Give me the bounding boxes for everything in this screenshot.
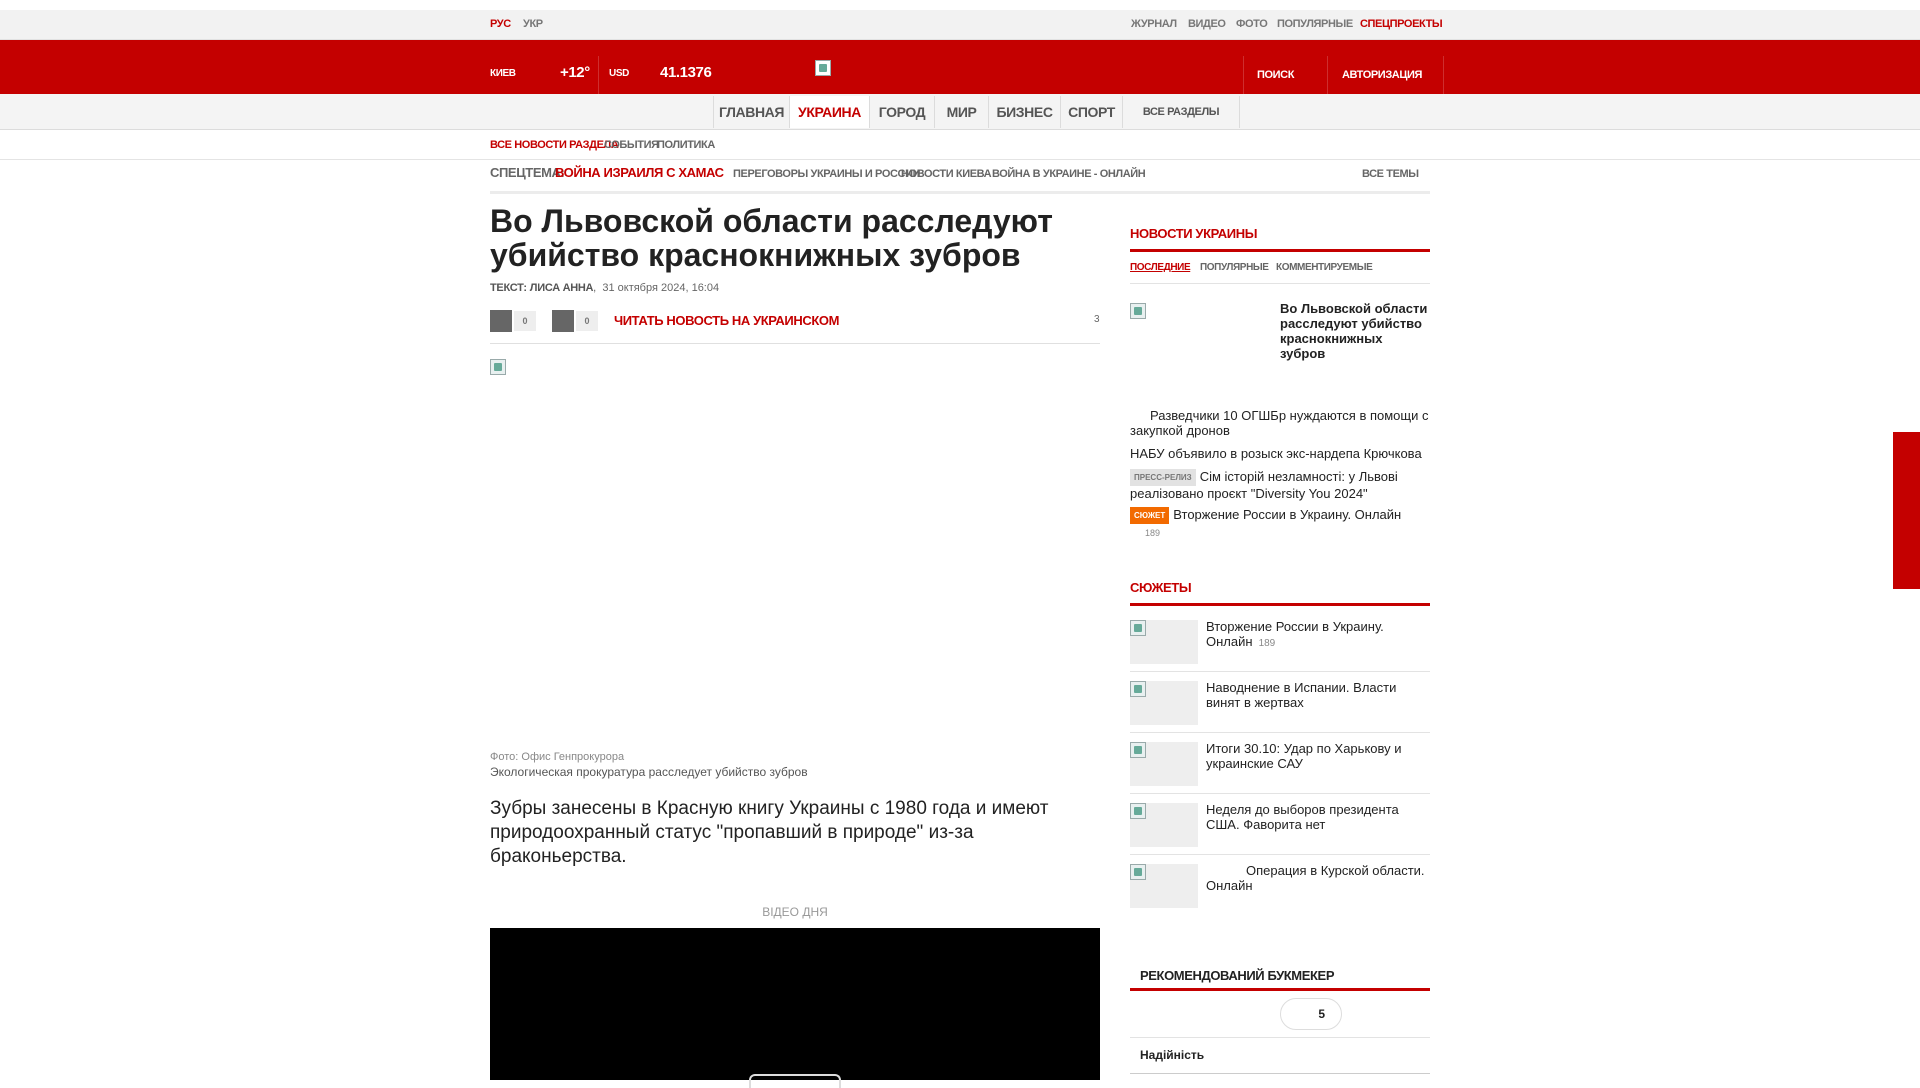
tab-sport[interactable]: СПОРТ xyxy=(1060,96,1122,128)
tab-ukraine[interactable]: УКРАИНА xyxy=(789,96,869,128)
divider xyxy=(1130,793,1430,794)
lang-ru-link[interactable]: РУС xyxy=(490,18,511,30)
subnav-events[interactable]: СОБЫТИЯ xyxy=(604,139,659,151)
news-tab-popular[interactable]: ПОПУЛЯРНЫЕ xyxy=(1200,262,1269,273)
byline-prefix: ТЕКСТ: xyxy=(490,282,527,294)
photo-credit: Фото: Офис Генпрокурора xyxy=(490,751,625,763)
divider xyxy=(1130,732,1430,733)
site-header xyxy=(0,40,1920,94)
subnav-politics[interactable]: ПОЛИТИКА xyxy=(657,139,715,151)
article-divider xyxy=(490,343,1100,344)
divider xyxy=(1130,671,1430,672)
video-player[interactable] xyxy=(490,928,1100,1080)
share-count: 0 xyxy=(576,311,598,331)
tab-main[interactable]: ГЛАВНАЯ xyxy=(713,96,789,128)
video-link[interactable]: ВИДЕО xyxy=(1188,18,1226,30)
divider xyxy=(1130,283,1430,284)
bookmaker-title: РЕКОМЕНДОВАНИЙ БУКМЕКЕР xyxy=(1140,968,1335,983)
topic-negotiations[interactable]: ПЕРЕГОВОРЫ УКРАИНЫ И РОССИИ xyxy=(733,168,921,180)
currency-rate: 41.1376 xyxy=(660,64,712,81)
news-item[interactable] xyxy=(1130,507,1430,541)
story-title[interactable]: Неделя до выборов президента США. Фаворита нет xyxy=(1206,802,1399,832)
stories-title[interactable]: СЮЖЕТЫ xyxy=(1130,580,1192,595)
story-thumbnail[interactable] xyxy=(1130,803,1198,847)
divider xyxy=(1130,1037,1430,1038)
share-facebook-button[interactable] xyxy=(490,310,512,332)
article-byline: ТЕКСТ: ЛИСА АННА, 31 октября 2024, 16:04 xyxy=(490,282,720,294)
story-count: 189 xyxy=(1258,638,1276,649)
topics-divider xyxy=(490,191,1430,194)
story-thumbnail[interactable] xyxy=(1130,864,1198,908)
bookmaker-rating-badge: 5 xyxy=(1280,998,1342,1030)
tab-city[interactable]: ГОРОД xyxy=(869,96,934,128)
video-of-day-label: ВІДЕО ДНЯ xyxy=(762,905,828,919)
divider xyxy=(1130,854,1430,855)
lang-ua-link[interactable]: УКР xyxy=(523,18,543,30)
spec-topic-label: СПЕЦТЕМА: xyxy=(490,165,565,180)
header-divider xyxy=(1243,56,1244,94)
video-play-button[interactable] xyxy=(749,1074,841,1088)
comments-count[interactable]: 3 xyxy=(1094,314,1100,325)
story-image xyxy=(1130,864,1146,880)
top-strip xyxy=(0,10,1920,40)
story-thumbnail[interactable] xyxy=(1130,620,1198,664)
story-image xyxy=(1130,742,1146,758)
share-count: 0 xyxy=(514,311,536,331)
share-telegram-button[interactable] xyxy=(552,310,574,332)
header-divider xyxy=(1327,56,1328,94)
story-title[interactable]: Операция в Курской области. Онлайн xyxy=(1206,863,1425,893)
story-title[interactable]: Вторжение России в Украину. Онлайн xyxy=(1206,619,1384,649)
section-subnav xyxy=(0,130,1920,160)
story-image xyxy=(1130,681,1146,697)
reliability-label: Надійність xyxy=(1140,1048,1205,1062)
news-item-text[interactable]: Вторжение России в Украину. Онлайн xyxy=(1173,507,1402,522)
news-item[interactable] xyxy=(1130,469,1430,501)
story-image xyxy=(1130,803,1146,819)
featured-news-image[interactable] xyxy=(1130,303,1146,319)
news-item-count: 189 xyxy=(1145,528,1161,538)
story-image xyxy=(1130,620,1146,636)
auth-button[interactable]: АВТОРИЗАЦИЯ xyxy=(1342,69,1422,81)
photo-link[interactable]: ФОТО xyxy=(1236,18,1268,30)
article-author[interactable]: ЛИСА АННА xyxy=(529,282,594,294)
special-projects-link[interactable]: СПЕЦПРОЕКТЫ xyxy=(1360,18,1443,30)
all-topics-link[interactable]: ВСЕ ТЕМЫ xyxy=(1362,168,1419,180)
news-item[interactable]: Разведчики 10 ОГШБр нуждаются в помощи с закупкой дронов xyxy=(1130,408,1429,438)
story-title[interactable]: Наводнение в Испании. Власти винят в жертвах xyxy=(1206,680,1397,710)
article-date: 31 октября 2024, 16:04 xyxy=(602,282,720,294)
photo-caption: Экологическая прокуратура расследует убийство зубров xyxy=(490,765,808,779)
subnav-all-news[interactable]: ВСЕ НОВОСТИ РАЗДЕЛА xyxy=(490,139,619,151)
news-item[interactable]: НАБУ объявило в розыск экс-нардепа Крючкова xyxy=(1130,446,1422,461)
sidebar-news-title[interactable]: НОВОСТИ УКРАИНЫ xyxy=(1130,226,1258,241)
currency-label: USD xyxy=(609,68,629,79)
journal-link[interactable]: ЖУРНАЛ xyxy=(1131,18,1177,30)
tab-all-sections[interactable]: ВСЕ РАЗДЕЛЫ xyxy=(1122,96,1240,128)
story-thumbnail[interactable] xyxy=(1130,681,1198,725)
featured-news-title[interactable]: Во Львовской области расследуют убийство краснокнижных зубров xyxy=(1280,301,1428,361)
press-release-badge: ПРЕСС-РЕЛИЗ xyxy=(1130,469,1196,486)
topic-war-online[interactable]: ВОЙНА В УКРАИНЕ - ОНЛАЙН xyxy=(992,168,1146,180)
article-title: Во Львовской области расследуют убийство краснокнижных зубров xyxy=(490,203,1053,273)
story-title[interactable]: Итоги 30.10: Удар по Харькову и украинские САУ xyxy=(1206,741,1402,771)
tab-business[interactable]: БИЗНЕС xyxy=(988,96,1060,128)
tab-world[interactable]: МИР xyxy=(934,96,988,128)
news-tab-commented[interactable]: КОММЕНТИРУЕМЫЕ xyxy=(1276,262,1373,273)
divider xyxy=(1130,1073,1430,1074)
story-item[interactable] xyxy=(1206,619,1430,651)
popular-link[interactable]: ПОПУЛЯРНЫЕ xyxy=(1277,18,1353,30)
city-label: КИЕВ xyxy=(490,68,516,79)
temperature-value: +12° xyxy=(560,64,590,81)
story-badge: СЮЖЕТ xyxy=(1130,507,1169,524)
section-red-rule xyxy=(1130,988,1430,991)
search-button[interactable]: ПОИСК xyxy=(1257,69,1295,81)
article-lead: Зубры занесены в Красную книгу Украины с 1980 года и имеют природоохранный статус "пропавший в природе" из-за браконьерства. xyxy=(490,798,1049,867)
section-red-rule xyxy=(1130,603,1430,606)
spec-topic-link[interactable]: ВОЙНА ИЗРАИЛЯ С ХАМАС xyxy=(555,165,724,180)
article-main-image xyxy=(490,359,506,375)
header-divider xyxy=(1443,56,1444,94)
story-thumbnail[interactable] xyxy=(1130,742,1198,786)
side-feedback-tab[interactable] xyxy=(1893,432,1920,589)
site-logo-image[interactable] xyxy=(815,60,831,76)
topic-kyiv-news[interactable]: НОВОСТИ КИЕВА xyxy=(901,168,992,180)
news-tab-latest[interactable]: ПОСЛЕДНИЕ xyxy=(1130,262,1191,273)
main-nav xyxy=(0,94,1920,130)
news-item-text[interactable]: Сім історій незламності: у Львові реалізовано проєкт "Diversity You 2024" xyxy=(1130,469,1398,501)
read-ukrainian-link[interactable]: ЧИТАТЬ НОВОСТЬ НА УКРАИНСКОМ xyxy=(614,313,839,328)
section-red-rule xyxy=(1130,249,1430,252)
header-divider xyxy=(598,56,599,94)
